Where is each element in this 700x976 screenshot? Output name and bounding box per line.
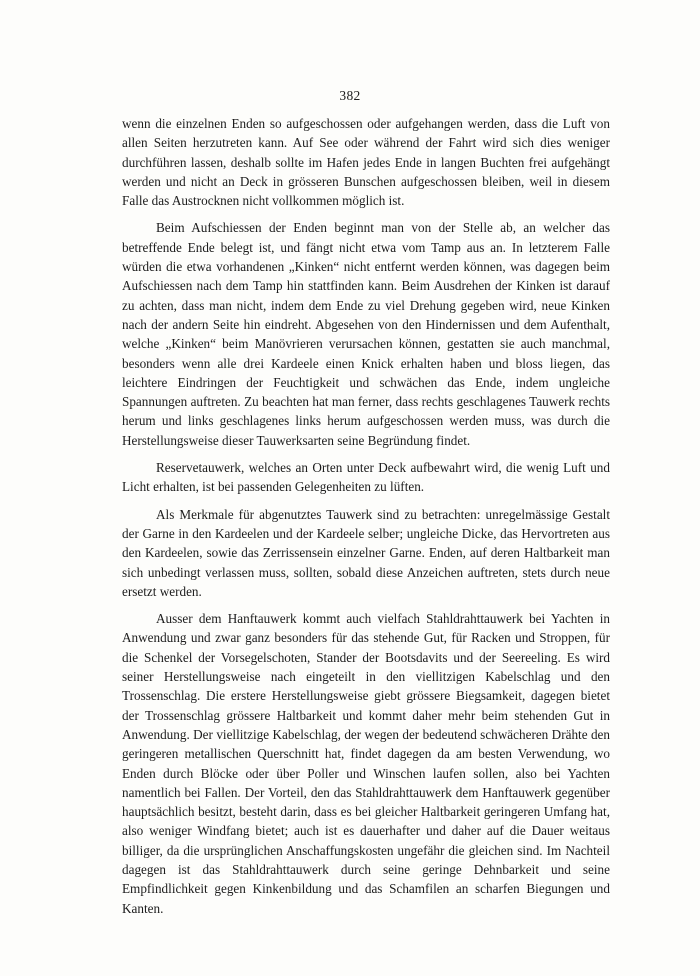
page-number: 382 xyxy=(339,88,361,103)
body-text xyxy=(122,114,610,926)
paragraph-reservetauwerk: Reservetauwerk, welches an Orten unter Deck aufbewahrt wird, die wenig Luft und Licht erhalten, ist bei passenden Gelegenheiten zu lüften. xyxy=(122,460,610,495)
paragraph-aufschiessen: Beim Aufschiessen der Enden beginnt man von der Stelle ab, an welcher das betreffende Ende belegt ist, und fängt nicht etwa vom Tamp aus an. In letzterem Falle würden die etwa vorhandenen „Kinken“ nicht entfernt werden können, was dagegen beim Aufschiessen nach dem Tamp hin stattfinden kann. Beim Ausdrehen der Kinken ist darauf zu achten, dass man nicht, indem dem Ende zu viel Drehung gegeben wird, neue Kinken nach der andern Seite hin eindreht. Abgesehen von den Hindernissen und dem Aufenthalt, welche „Kinken“ beim Manövrieren verursachen können, gestatten sie auch manchmal, besonders wenn alle drei Kardeele einen Knick erhalten haben und bloss liegen, das leichtere Eindringen der Feuchtigkeit und schwächen das Ende, indem ungleiche Spannungen auftreten. Zu beachten hat man ferner, dass rechts geschlagenes Tauwerk rechts herum und links geschlagenes links herum aufgeschossen werden muss, was durch die Herstellungsweise dieser Tauwerksarten seine Begründung findet. xyxy=(122,220,610,448)
paragraph-merkmale: Als Merkmale für abgenutztes Tauwerk sind zu betrachten: unregelmässige Gestalt der Garne in den Kardeelen und der Kardeele selber; ungleiche Dicke, das Hervortreten aus den Kardeelen, sowie das Zerrissensein einzelner Garne. Enden, auf deren Haltbarkeit man sich unbedingt verlassen muss, sollten, sobald diese Anzeichen auftreten, stets durch neue ersetzt werden. xyxy=(122,506,610,599)
paragraph-continued: wenn die einzelnen Enden so aufgeschossen oder aufgehangen werden, dass die Luft von allen Seiten herzutreten kann. Auf See oder während der Fahrt wird sich dies weniger durchführen lassen, deshalb sollte im Hafen jedes Ende in langen Buchten frei aufgehängt werden und nicht an Deck in grösseren Bunschen aufgeschossen bleiben, weil in diesem Falle das Austrocknen nicht vollkommen möglich ist. xyxy=(122,116,610,209)
paragraph-stahldrahttauwerk: Ausser dem Hanftauwerk kommt auch vielfach Stahldrahttauwerk bei Yachten in Anwendung und zwar ganz besonders für das stehende Gut, für Racken und Stroppen, für die Schenkel der Vorsegelschoten, Stander der Bootsdavits und der Seereeling. Es wird seiner Herstellungsweise nach eingeteilt in den viellitzigen Kabelschlag und den Trossenschlag. Die erstere Herstellungsweise giebt grössere Biegsamkeit, dagegen bietet der Trossenschlag grössere Haltbarkeit und kommt daher mehr beim stehenden Gut in Anwendung. Der viellitzige Kabelschlag, der wegen der bedeutend schwächeren Drähte den geringeren metallischen Querschnitt hat, findet dagegen da am besten Verwendung, wo Enden durch Blöcke oder über Poller und Winschen laufen sollen, also bei Yachten namentlich bei Fallen. Der Vorteil, den das Stahldrahttauwerk dem Hanftauwerk gegenüber hauptsächlich besitzt, besteht darin, dass es bei gleicher Haltbarkeit geringeren Umfang hat, also weniger Windfang bietet; auch ist es dauerhafter und daher auf die Dauer weitaus billiger, da die ursprünglichen Anschaffungskosten ungefähr die gleichen sind. Im Nachteil dagegen ist das Stahldrahttauwerk durch seine geringe Dehnbarkeit und seine Empfindlichkeit gegen Kinkenbildung und das Schamfilen an scharfen Biegungen und Kanten. xyxy=(122,611,610,916)
